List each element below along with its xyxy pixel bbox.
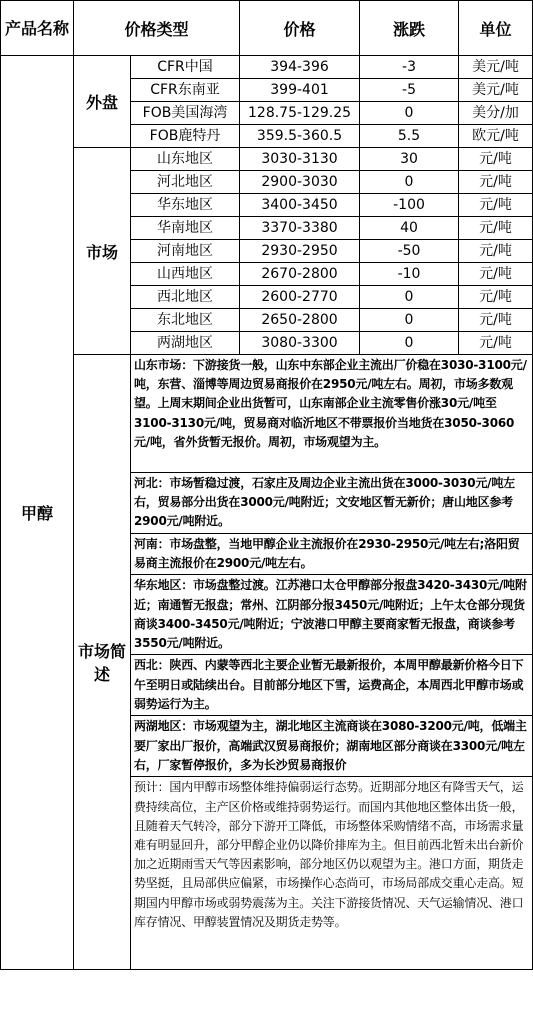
price-cell: 3030-3130 [240,148,360,171]
change-cell: 0 [360,171,459,194]
price-type-cell: FOB美国海湾 [131,102,240,125]
price-type-cell: CFR中国 [131,56,240,79]
price-type-cell: 山东地区 [131,148,240,171]
unit-cell: 美元/吨 [459,79,533,102]
unit-cell: 美元/吨 [459,56,533,79]
summary-row [1,355,533,473]
unit-cell: 元/吨 [459,171,533,194]
price-cell: 399-401 [240,79,360,102]
unit-cell: 元/吨 [459,286,533,309]
price-cell: 2600-2770 [240,286,360,309]
change-cell: 0 [360,102,459,125]
product-name-cell: 甲醇 [1,56,74,970]
change-cell: 5.5 [360,125,459,148]
unit-cell: 元/吨 [459,217,533,240]
price-cell: 2650-2800 [240,309,360,332]
price-cell: 394-396 [240,56,360,79]
unit-cell: 元/吨 [459,263,533,286]
summary-northwest: 西北：陕西、内蒙等西北主要企业暂无最新报价，本周甲醇最新价格今日下午至明日或陆续出台。目前部分地区下雪，运费高企，本周西北甲醇市场或弱势运行为主。 [131,655,533,716]
table-row [1,56,533,79]
summary-hubei-hunan: 两湖地区：市场观望为主，湖北地区主流商谈在3080-3200元/吨，低端主要厂家出厂报价，高端武汉贸易商报价；湖南地区部分商谈在3300元/吨左右，厂家暂停报价，多为长沙贸易商报价 [131,716,533,777]
summary-shandong: 山东市场：下游接货一般，山东中东部企业主流出厂价稳在3030-3100元/吨，东营、淄博等周边贸易商报价在2950元/吨左右。周初，市场多数观望。上周末期间企业出货暂可，山东南部企业主流零售价涨30元/吨至3100-3130元/吨，贸易商对临沂地区不带票报价当地货在3050-3060元/吨，省外货暂无报价。周初，市场观望为主。 [131,355,533,473]
header-change: 涨跌 [360,1,459,56]
price-cell: 2930-2950 [240,240,360,263]
change-cell: 0 [360,286,459,309]
price-cell: 3400-3450 [240,194,360,217]
price-cell: 2670-2800 [240,263,360,286]
header-row [1,1,533,56]
group-foreign: 外盘 [74,56,131,148]
change-cell: -10 [360,263,459,286]
group-market: 市场 [74,148,131,355]
unit-cell: 欧元/吨 [459,125,533,148]
header-price-type: 价格类型 [74,1,240,56]
change-cell: 40 [360,217,459,240]
summary-hebei: 河北：市场暂稳过渡，石家庄及周边企业主流出货在3000-3030元/吨左右，贸易部分出货在3000元/吨附近；文安地区暂无新价；唐山地区参考2900元/吨附近。 [131,473,533,534]
price-type-cell: 两湖地区 [131,332,240,355]
price-cell: 128.75-129.25 [240,102,360,125]
price-type-cell: 西北地区 [131,286,240,309]
price-cell: 3080-3300 [240,332,360,355]
price-type-cell: CFR东南亚 [131,79,240,102]
change-cell: -5 [360,79,459,102]
change-cell: -100 [360,194,459,217]
unit-cell: 元/吨 [459,309,533,332]
change-cell: 30 [360,148,459,171]
price-type-cell: 河北地区 [131,171,240,194]
change-cell: -3 [360,56,459,79]
summary-henan: 河南：市场盘整，当地甲醇企业主流报价在2930-2950元/吨左右;洛阳贸易商主流报价在2900元/吨左右。 [131,534,533,575]
price-type-cell: 华南地区 [131,217,240,240]
price-type-cell: 华东地区 [131,194,240,217]
price-cell: 3370-3380 [240,217,360,240]
price-cell: 2900-3030 [240,171,360,194]
change-cell: -50 [360,240,459,263]
price-type-cell: 河南地区 [131,240,240,263]
header-unit: 单位 [459,1,533,56]
summary-east-china: 华东地区：市场盘整过渡。江苏港口太仓甲醇部分报盘3420-3430元/吨附近；南通暂无报盘；常州、江阴部分报3450元/吨附近；上午太仓部分现货商谈3400-3450元/吨附近；宁波港口甲醇主要商家暂无报盘，商谈参考3550元/吨附近。 [131,575,533,655]
price-type-cell: 东北地区 [131,309,240,332]
change-cell: 0 [360,309,459,332]
change-cell: 0 [360,332,459,355]
price-type-cell: 山西地区 [131,263,240,286]
price-cell: 359.5-360.5 [240,125,360,148]
unit-cell: 元/吨 [459,240,533,263]
summary-forecast: 预计：国内甲醇市场整体维持偏弱运行态势。近期部分地区有降雪天气，运费持续高位，主产区价格或维持弱势运行。而国内其他地区整体出货一般，且随着天气转冷，部分下游开工降低，市场整体采购情绪不高，市场需求量难有明显回升，部分甲醇企业仍以降价排库为主。但目前西北暂未出台新价加之近期雨雪天气等因素影响，部分地区仍以观望为主。港口方面，期货走势坚挺，且局部供应偏紧，市场操作心态尚可，市场局部成交重心走高。短期国内甲醇市场或弱势震荡为主。关注下游接货情况、天气运输情况、港口库存情况、甲醇装置情况及期货走势等。 [131,777,533,970]
price-type-cell: FOB鹿特丹 [131,125,240,148]
table-row [1,148,533,171]
header-price: 价格 [240,1,360,56]
unit-cell: 元/吨 [459,194,533,217]
unit-cell: 元/吨 [459,332,533,355]
unit-cell: 美分/加 [459,102,533,125]
unit-cell: 元/吨 [459,148,533,171]
header-product: 产品名称 [1,1,74,56]
group-summary: 市场简述 [74,355,131,970]
